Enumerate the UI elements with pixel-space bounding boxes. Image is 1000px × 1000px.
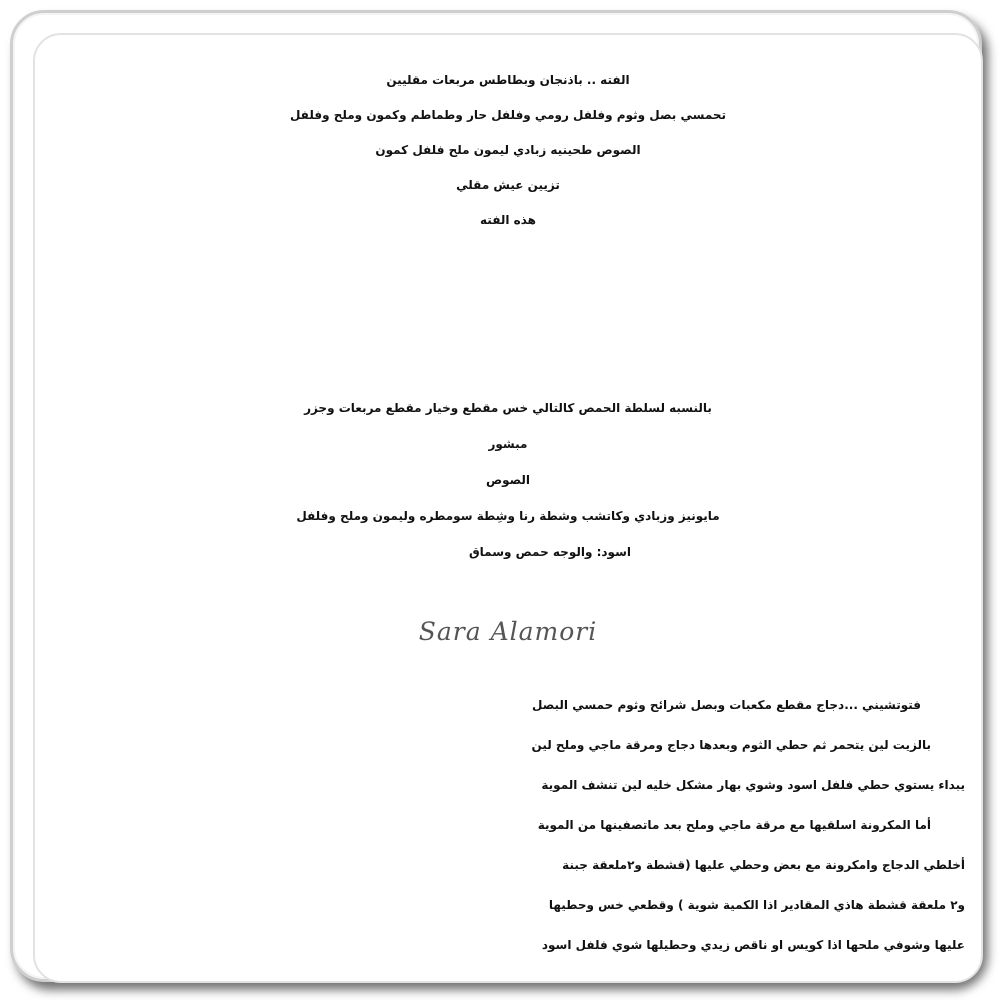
fatteh-garnish-line: تزيين عيش مقلي xyxy=(456,178,560,192)
salad-line: مبشور xyxy=(488,437,528,451)
salad-sauce-heading: الصوص xyxy=(485,473,531,487)
salad-line: مايونيز وزبادي وكاتشب وشطة رنا وشِطة سومطره وليمون وملح وفلفل xyxy=(296,509,720,523)
fettuccine-line: عليها وشوفي ملحها اذا كويس او ناقص زيدي وحطيلها شوي فلفل اسود xyxy=(541,938,965,952)
photo-frame xyxy=(10,10,982,982)
fatteh-sauce-line: الصوص طحينيه زبادي ليمون ملح فلفل كمون xyxy=(375,143,641,157)
fettuccine-line: فتوتشيني ...دجاج مقطع مكعبات وبصل شرائح وثوم حمسي البصل xyxy=(531,698,921,712)
author-signature: Sara Alamori xyxy=(418,617,598,646)
fettuccine-line: و٢ ملعقة قشطة هاذي المقادير اذا الكمية شوية ) وقطعي خس وحطيها xyxy=(548,898,965,912)
fatteh-recipe xyxy=(35,63,981,238)
fatteh-title-line: الفته .. باذنجان وبطاطس مربعات مقليين xyxy=(386,73,630,87)
fatteh-closing-line: هذه الفته xyxy=(480,213,536,227)
page-content xyxy=(33,33,983,983)
hummus-salad-recipe xyxy=(35,390,981,570)
fettuccine-line: يبداء يستوي حطي فلفل اسود وشوي بهار مشكل خليه لين تنشف الموية xyxy=(541,778,965,792)
fettuccine-recipe xyxy=(35,685,981,965)
fettuccine-line: أما المكرونة اسلقيها مع مرقة ماجي وملح بعد ماتصفينها من الموية xyxy=(537,818,931,832)
fettuccine-line: أخلطي الدجاج وامكرونة مع بعض وحطي عليها (قشطة و٢ملعقة جبنة xyxy=(562,858,965,872)
salad-line: بالنسبه لسلطة الحمص كالتالي خس مقطع وخيار مقطع مربعات وجزر xyxy=(304,401,712,415)
fettuccine-line: بالزيت لين يتحمر ثم حطي الثوم وبعدها دجاج ومرقة ماجي وملح لين xyxy=(531,738,931,752)
fatteh-line: تحمسي بصل وثوم وفلفل رومي وفلفل حار وطماطم وكمون وملح وفلفل xyxy=(289,108,727,122)
salad-line: اسود: والوجه حمص وسماق xyxy=(468,545,631,559)
